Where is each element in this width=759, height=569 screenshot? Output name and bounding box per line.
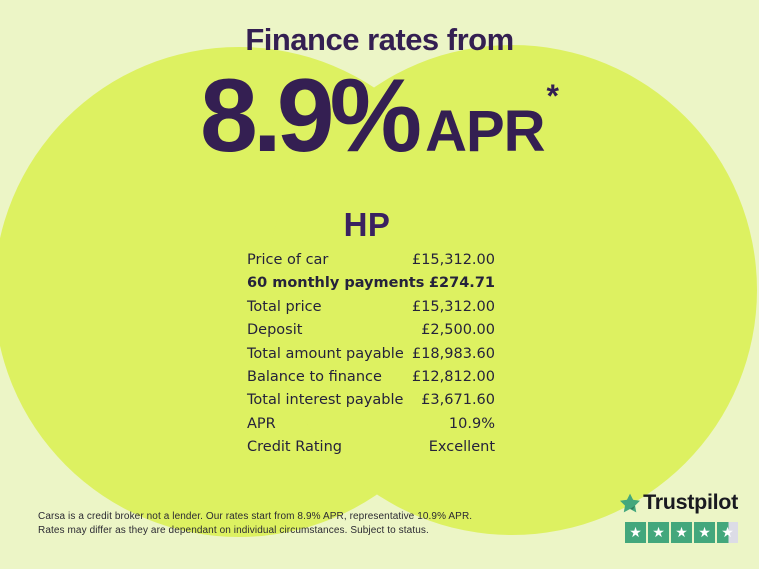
row-label: 60 monthly payments (247, 275, 425, 292)
row-label: Balance to finance (247, 368, 382, 385)
table-row (247, 272, 495, 295)
table-row (247, 389, 495, 412)
star-icon: ★ (652, 524, 665, 541)
table-row (247, 366, 495, 389)
rate-unit: APR (425, 99, 545, 164)
trustpilot-star-icon (620, 490, 640, 516)
row-label: Price of car (247, 252, 329, 268)
headline-rate (0, 58, 759, 174)
row-value: £15,312.00 (411, 252, 495, 268)
disclaimer-line-2: Rates may differ as they are dependant on individual circumstances. Subject to status. (38, 525, 429, 536)
plan-title: HP (343, 206, 391, 243)
table-row (247, 249, 495, 272)
banner-title: Finance rates from (245, 22, 514, 57)
row-value: Excellent (428, 439, 495, 456)
rate-value: 8.9% (200, 58, 418, 174)
row-value: £12,812.00 (411, 368, 495, 385)
trustpilot-rating-stars (620, 522, 738, 543)
row-label: Deposit (247, 322, 303, 339)
star-box-full (694, 522, 715, 543)
table-row (247, 319, 495, 342)
table-row (247, 343, 495, 366)
table-row (247, 296, 495, 319)
star-icon: ★ (721, 524, 734, 541)
star-icon: ★ (629, 524, 642, 541)
row-value: £15,312.00 (411, 298, 495, 315)
row-value: £18,983.60 (411, 345, 495, 362)
star-box-full (671, 522, 692, 543)
star-box-full (625, 522, 646, 543)
star-box-full (648, 522, 669, 543)
star-box-half (717, 522, 738, 543)
finance-table (247, 249, 495, 460)
row-label: Total interest payable (247, 392, 404, 409)
trustpilot-logo-row (620, 490, 738, 516)
disclaimer-line-1: Carsa is a credit broker not a lender. Our rates start from 8.9% APR, representative 10.9% APR. (38, 511, 473, 522)
row-value: 10.9% (448, 415, 495, 432)
row-label: Credit Rating (247, 439, 342, 456)
star-icon: ★ (698, 524, 711, 541)
row-value: £3,671.60 (421, 392, 495, 409)
star-icon: ★ (675, 524, 688, 541)
row-label: Total price (247, 298, 322, 315)
row-value: £2,500.00 (421, 322, 495, 339)
trustpilot-widget (620, 490, 738, 543)
table-row (247, 436, 495, 459)
table-row (247, 413, 495, 436)
row-value: £274.71 (428, 275, 495, 292)
row-label: APR (247, 415, 276, 432)
rate-asterisk: * (546, 78, 559, 114)
row-label: Total amount payable (247, 345, 404, 362)
disclaimer-text (38, 510, 472, 538)
trustpilot-wordmark: Trustpilot (643, 490, 738, 515)
